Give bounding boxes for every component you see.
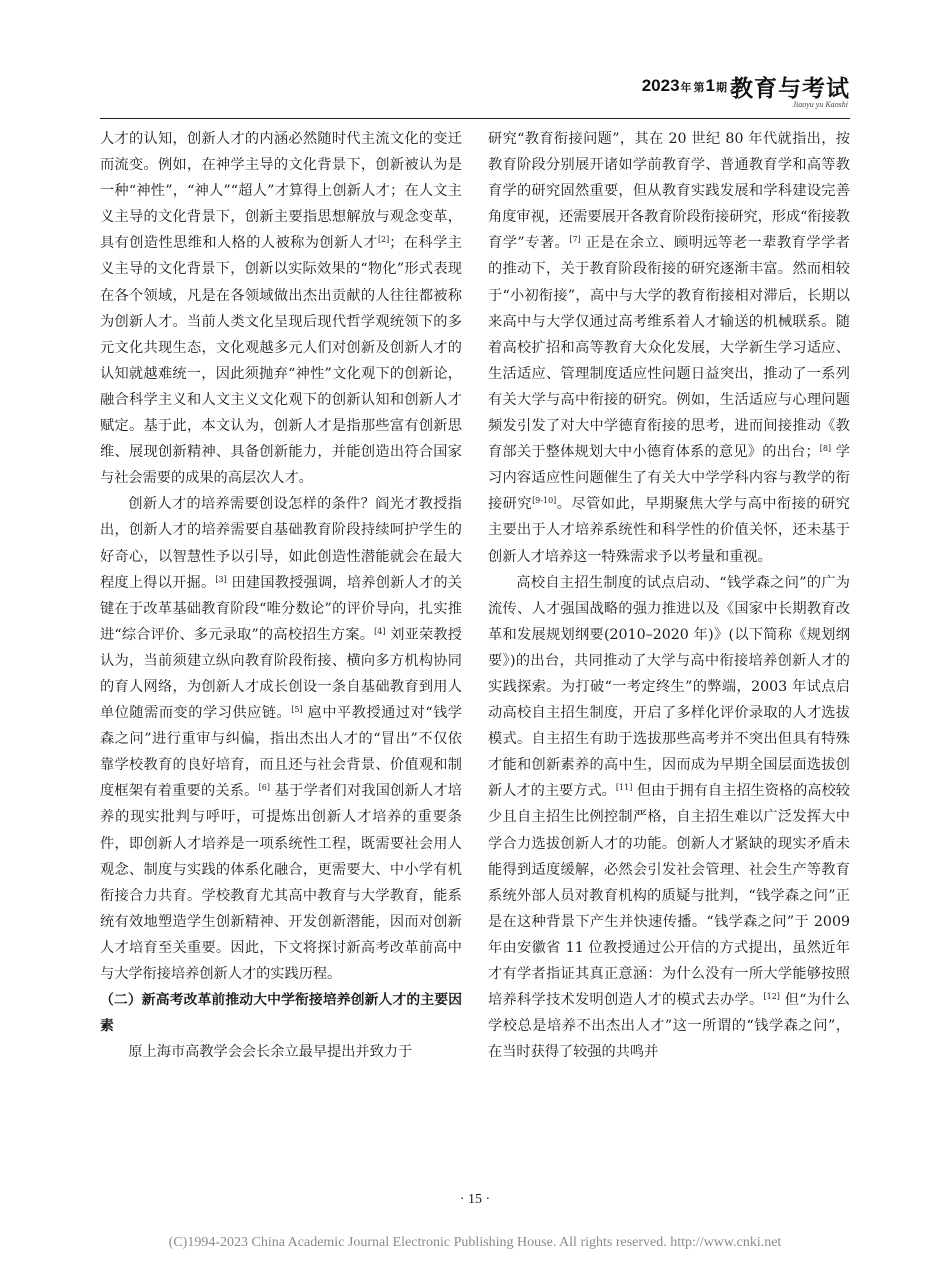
text: 但由于拥有自主招生资格的高校较少且自主招生比例控制严格，自主招生难以广泛发挥大中学合力选拔创新人才的功能。创新人才紧缺的现实矛盾未能得到适度缓解，必然会引发社会管理、社会生产等教育系统外部人员对教育机构的质疑与批判，“钱学森之问”正是在这种背景下产生并快速传播。“钱学森之问”于 2009 年由安徽省 11 位教授通过公开信的方式提出，虽然近年才有学者指证其真正意涵：为什么没有一所大学能够按照培养科学技术发明创造人才的模式去办学。: [488, 783, 850, 1009]
text: 创新人才的培养需要创设怎样的条件？阎光才教授指出，创新人才的培养需要自基础教育阶段持续呵护学生的好奇心，以智慧性予以引导，如此创造性潜能就会在最大程度上得以开掘。: [100, 496, 462, 591]
issue-year: 2023: [641, 76, 680, 95]
citation: [3]: [215, 574, 227, 584]
right-column: [488, 126, 850, 1065]
text: 。尽管如此，早期聚焦大学与高中衔接的研究主要出于人才培养系统性和科学性的价值关怀，还未基于创新人才培养这一特殊需求予以考量和重视。: [488, 496, 850, 565]
text: ；在科学主义主导的文化背景下，创新以实际效果的“物化”形式表现在各个领域，凡是在各领域做出杰出贡献的人往往都被称为创新人才。当前人类文化呈现后现代哲学观统领下的多元文化共现生态，文化观越多元人们对创新及创新人才的认知就越难统一，因此须抛弃“神性”文化观下的创新论，融合科学主义和人文主义文化观下的创新认知和创新人才赋定。基于此，本文认为，创新人才是指那些富有创新思维、展现创新精神、具备创新能力，并能创造出符合国家与社会需要的成果的高层次人才。: [100, 235, 462, 487]
journal-pinyin: Jiaoyu yu Kaoshi: [792, 100, 848, 109]
paragraph: [488, 570, 850, 1066]
paragraph: [100, 491, 462, 987]
citation: [8]: [819, 444, 832, 454]
paragraph: [488, 126, 850, 570]
text: 正是在余立、顾明远等老一辈教育学学者的推动下，关于教育阶段衔接的研究逐渐丰富。然而相较于“小初衔接”，高中与大学的教育衔接相对滞后，长期以来高中与大学仅通过高考维系着人才输送的机械联系。随着高校扩招和高等教育大众化发展，大学新生学习适应、生活适应、管理制度适应性问题日益突出，推动了一系列有关大学与高中衔接的研究。例如，生活适应与心理问题频发引发了对大中学德育衔接的思考，进而间接推动《教育部关于整体规划大中小德育体系的意见》的出台；: [488, 235, 850, 461]
page-number: · 15 ·: [459, 1192, 491, 1207]
running-header: [100, 70, 850, 109]
citation: [4]: [374, 626, 386, 636]
text: 学习内容适应性问题催生了有关大中学学科内容与教学的衔接研究: [488, 444, 850, 513]
left-column: [100, 126, 462, 1065]
text: 田建国教授强调，培养创新人才的关键在于改革基础教育阶段“唯分数论”的评价导向，扎实推进“综合评价、多元录取”的高校招生方案。: [100, 574, 462, 643]
text: 基于学者们对我国创新人才培养的现实批判与呼吁，可提炼出创新人才培养的重要条件，即创新人才培养是一项系统性工程，既需要社会用人观念、制度与实践的体系化融合，更需要大、中小学有机衔接合力共育。学校教育尤其高中教育与大学教育，能系统有效地塑造学生创新精神、开发创新潜能，因而对创新人才培育至关重要。因此，下文将探讨新高考改革前高中与大学衔接培养创新人才的实践历程。: [100, 783, 462, 982]
issue-label: [642, 76, 728, 96]
issue-prefix: 第: [693, 82, 705, 94]
citation: [9-10]: [532, 496, 557, 506]
issue-year-char: 年: [680, 82, 692, 94]
citation: [6]: [258, 783, 270, 793]
text: 但“为什么学校总是培养不出杰出人才”这一所谓的“钱学森之问”，在当时获得了较强的共鸣并: [488, 992, 850, 1061]
copyright-footer: (C)1994-2023 China Academic Journal Electronic Publishing House. All rights reserved. http://www.cnki.net: [168, 1235, 782, 1250]
citation: [2]: [377, 235, 390, 245]
journal-title: 教育与考试: [730, 75, 850, 102]
citation: [5]: [291, 705, 303, 715]
section-heading: （二）新高考改革前推动大中学衔接培养创新人才的主要因素: [100, 992, 462, 1035]
header-rule: [100, 118, 850, 119]
text: 人才的认知，创新人才的内涵必然随时代主流文化的变迁而流变。例如，在神学主导的文化背景下，创新被认为是一种“神性”，“神人”“超人”才算得上创新人才；在人文主义主导的文化背景下，创新主要指思想解放与观念变革，具有创造性思维和人格的人被称为创新人才: [100, 131, 462, 252]
issue-char: 期: [716, 82, 727, 94]
paragraph: 原上海市高教学会会长余立最早提出并致力于: [128, 1044, 413, 1061]
citation: [11]: [615, 783, 633, 793]
text: 刘亚荣教授认为，当前须建立纵向教育阶段衔接、横向多方机构协同的育人网络，为创新人才成长创设一条自基础教育到用人单位随需而变的学习供应链。: [100, 626, 462, 722]
text: 扈中平教授通过对“钱学森之问”进行重审与纠偏，指出杰出人才的“冒出”不仅依靠学校教育的良好培育，而且还与社会背景、价值观和制度框架有着重要的关系。: [100, 705, 462, 800]
text: 研究“教育衔接问题”，其在 20 世纪 80 年代就指出，按教育阶段分别展开诸如学前教育学、普通教育学和高等教育学的研究固然重要，但从教育实践发展和学科建设完善角度审视，还需要展开各教育阶段衔接研究，形成“衔接教育学”专著。: [488, 131, 850, 252]
paragraph: [100, 126, 462, 491]
citation: [12]: [763, 992, 780, 1002]
text: 高校自主招生制度的试点启动、“钱学森之问”的广为流传、人才强国战略的强力推进以及《国家中长期教育改革和发展规划纲要(2010–2020 年)》(以下简称《规划纲要》)的出台，共同推动了大学与高中衔接培养创新人才的实践探索。为打破“一考定终生”的弊端，2003 年试点启动高校自主招生制度，开启了多样化评价录取的人才选拔模式。自主招生有助于选拔那些高考并不突出但具有特殊才能和创新素养的高中生，因而成为早期全国层面选拔创新人才的主要方式。: [488, 574, 850, 800]
issue-number: 1: [705, 76, 715, 95]
citation: [7]: [569, 235, 581, 245]
